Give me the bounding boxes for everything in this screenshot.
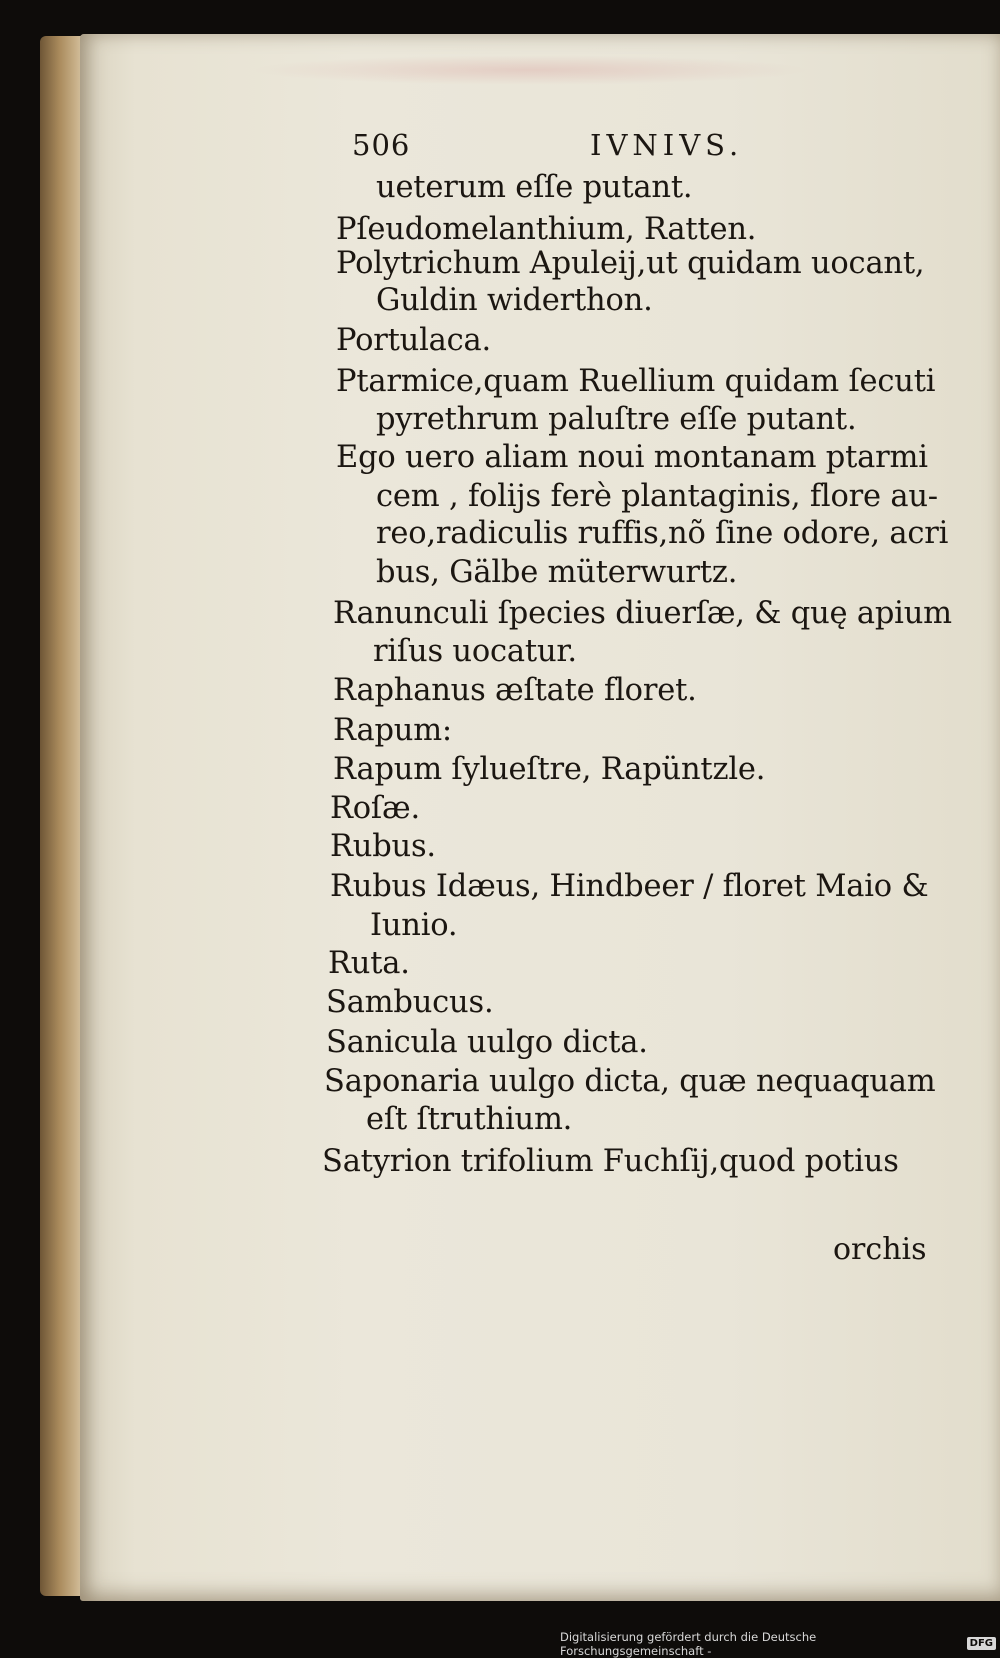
text-line: Ptarmice,quam Ruellium quidam ſecuti: [336, 364, 936, 399]
text-line: Raphanus æſtate floret.: [333, 673, 697, 708]
text-line: bus, Gälbe müterwurtz.: [376, 555, 738, 590]
running-head: IVNIVS.: [590, 128, 744, 162]
text-line: Rubus.: [330, 829, 436, 864]
text-line: Polytrichum Apuleij,ut quidam uocant,: [336, 246, 925, 281]
text-line: Iunio.: [370, 908, 458, 943]
text-line: Portulaca.: [336, 323, 492, 358]
text-line: Rubus Idæus, Hindbeer / floret Maio &: [330, 869, 929, 904]
dfg-logo: DFG: [967, 1637, 996, 1650]
text-line: Ruta.: [328, 946, 410, 981]
text-line: eſt ſtruthium.: [366, 1102, 573, 1137]
text-line: Ego uero aliam noui montanam ptarmi: [336, 440, 928, 475]
text-line: Rapum:: [333, 713, 453, 748]
folio-number: 506: [352, 128, 411, 162]
text-line: cem , folijs ferè plantaginis, flore au-: [376, 479, 938, 514]
digitization-credit: [560, 1629, 1000, 1658]
text-line: Sambucus.: [326, 985, 494, 1020]
text-line: ueterum eſſe putant.: [376, 170, 693, 205]
text-line: Guldin widerthon.: [376, 283, 653, 318]
text-line: riſus uocatur.: [373, 634, 577, 669]
text-line: Rapum ſylueſtre, Rapüntzle.: [333, 752, 766, 787]
text-line: Ranunculi ſpecies diuerſæ, & quę apium: [333, 596, 952, 631]
text-line: Pſeudomelanthium, Ratten.: [336, 212, 757, 247]
text-line: Saponaria uulgo dicta, quæ nequaquam: [324, 1064, 936, 1099]
text-line: Sanicula uulgo dicta.: [326, 1025, 648, 1060]
text-line: Satyrion trifolium Fuchſij,quod potius: [322, 1144, 899, 1179]
text-line: reo,radiculis ruffis,nõ ſine odore, acri: [376, 516, 949, 551]
credit-text: Digitalisierung gefördert durch die Deutsche Forschungsgemeinschaft -: [560, 1629, 817, 1658]
text-line: Roſæ.: [330, 791, 420, 826]
text-line: pyrethrum paluſtre eſſe putant.: [376, 402, 857, 437]
catchword: orchis: [833, 1232, 927, 1267]
